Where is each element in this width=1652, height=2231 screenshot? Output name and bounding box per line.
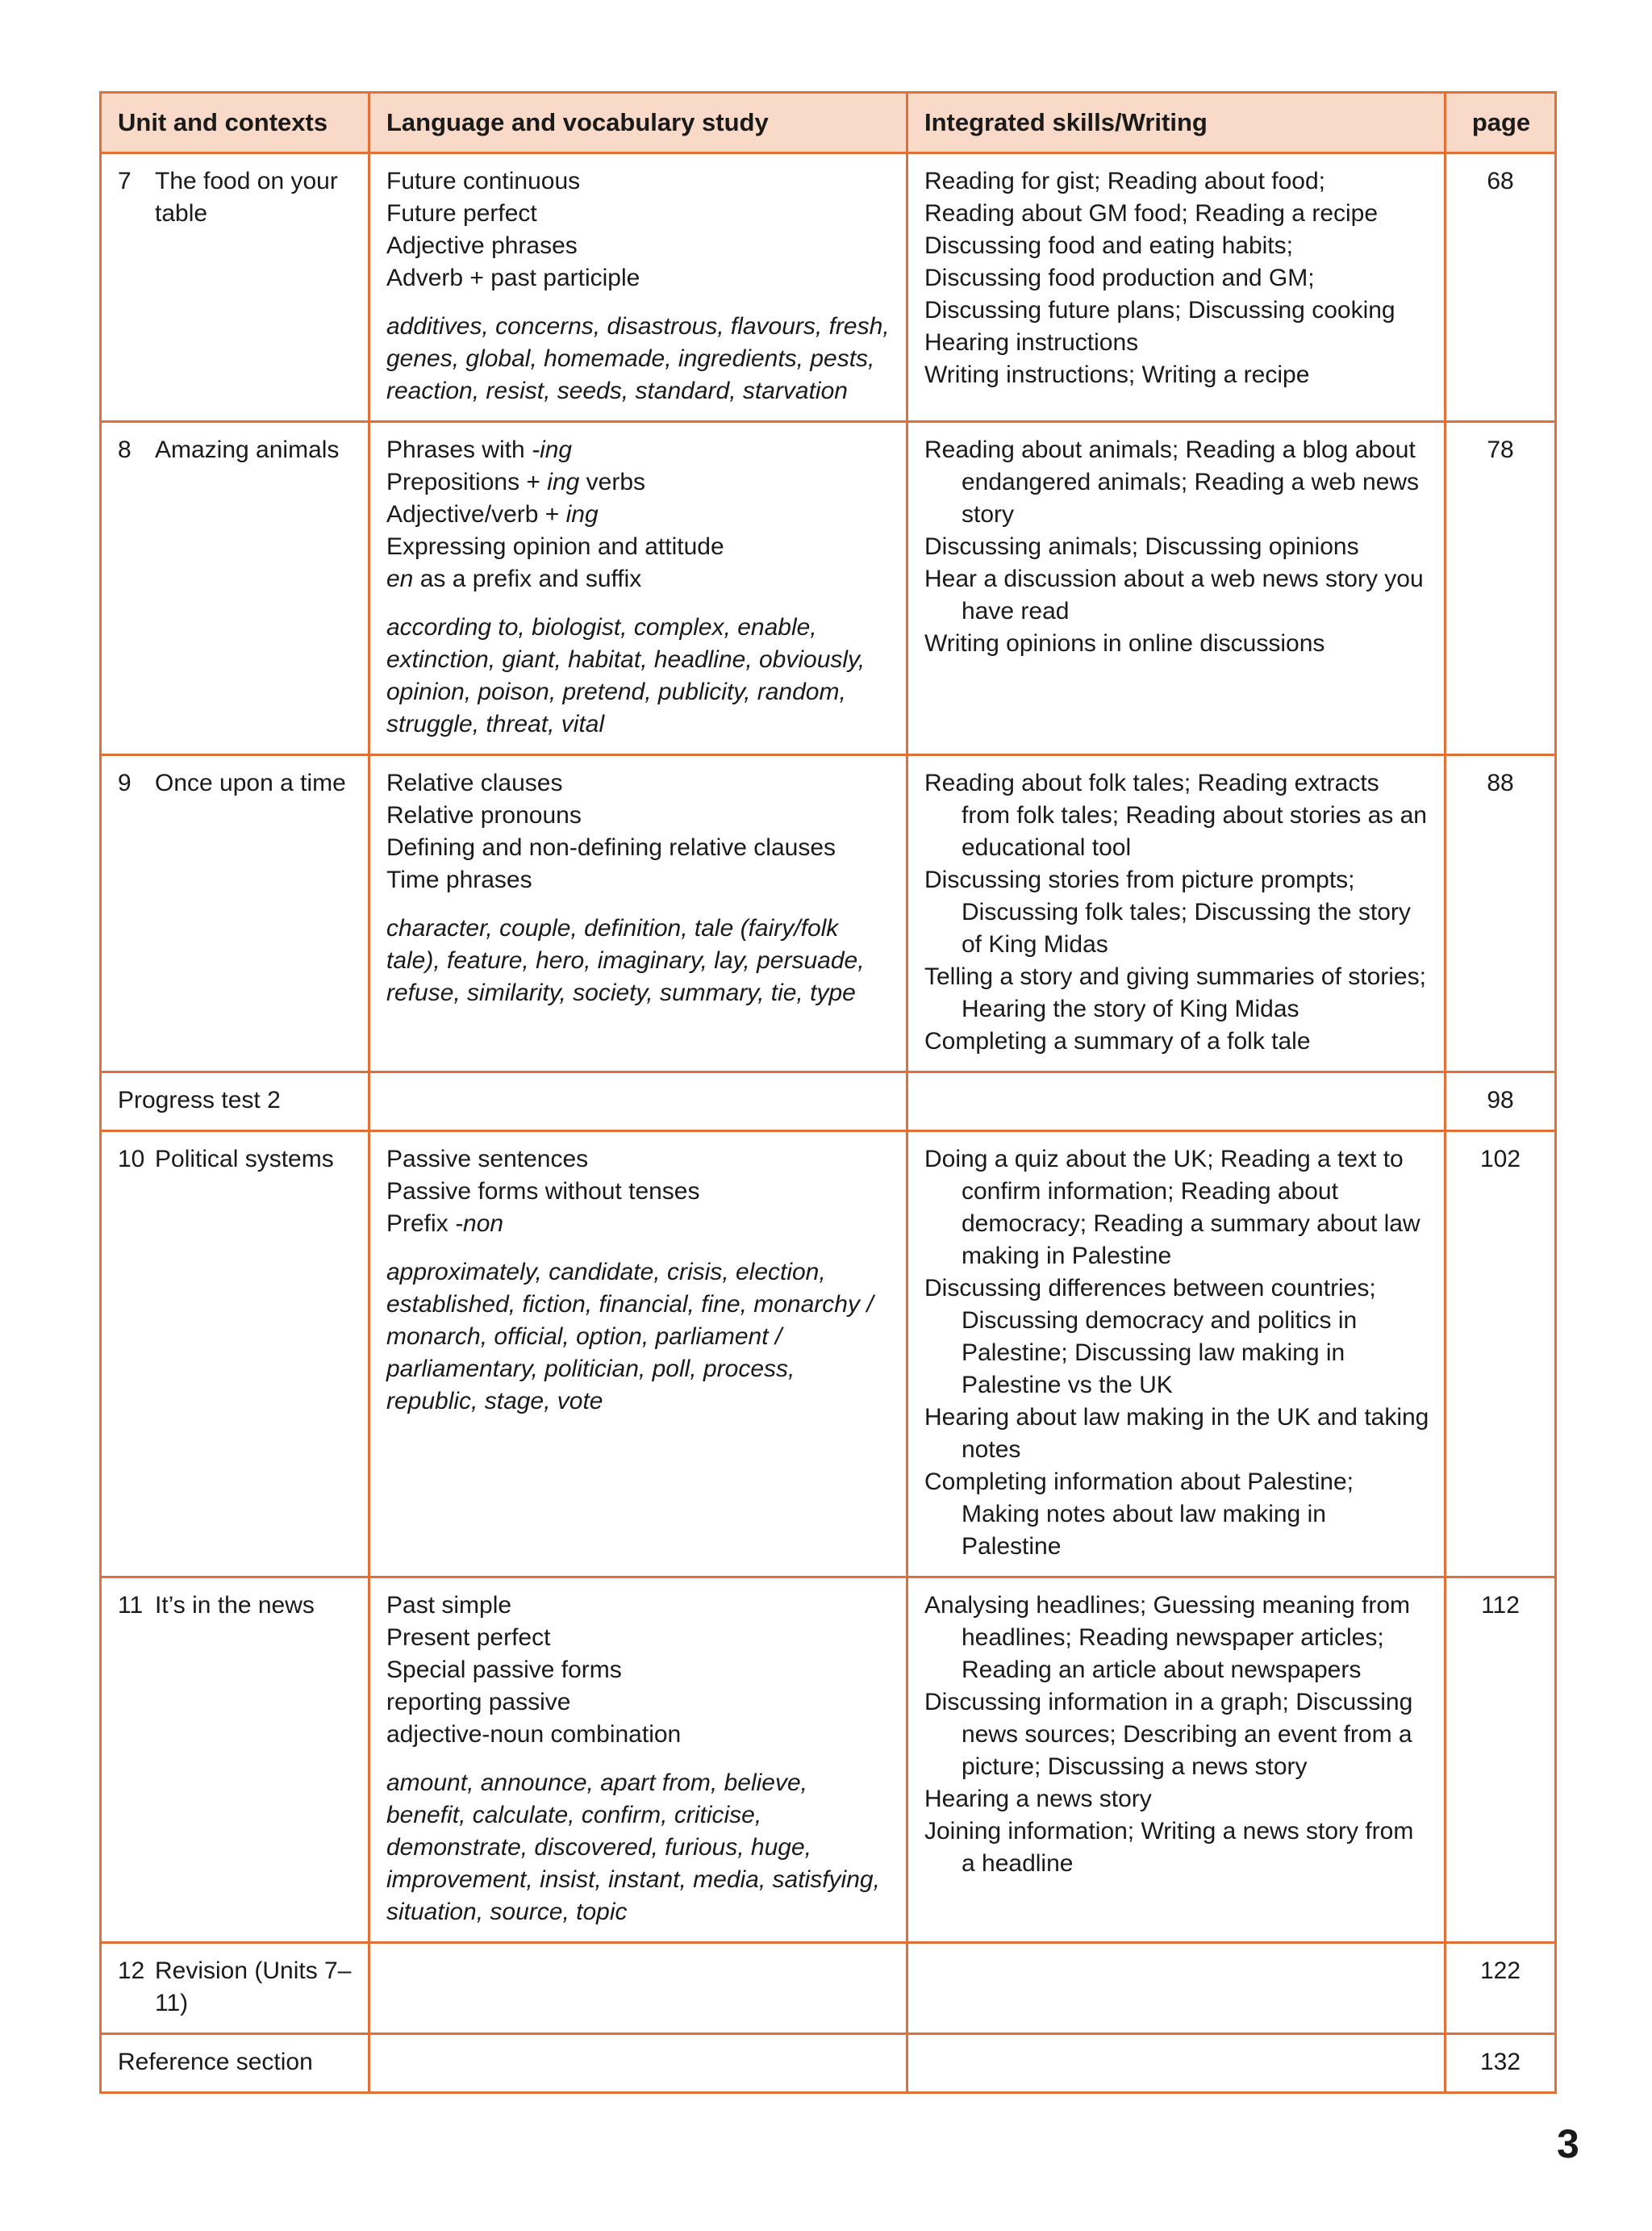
header-page: page bbox=[1446, 93, 1556, 153]
table-header bbox=[101, 93, 1556, 153]
unit-title: Political systems bbox=[155, 1146, 334, 1172]
language-cell bbox=[369, 1943, 907, 2034]
skill-item: Discussing food and eating habits; bbox=[924, 232, 1293, 259]
skill-item: Hearing a news story bbox=[924, 1786, 1152, 1812]
language-item bbox=[386, 1176, 891, 1208]
skill-item: Reading about GM food; Reading a recipe bbox=[924, 200, 1379, 227]
language-italic: ing bbox=[547, 469, 580, 495]
language-cell bbox=[369, 1072, 907, 1131]
language-item bbox=[386, 434, 891, 466]
skill-item: Discussing food production and GM; bbox=[924, 265, 1315, 291]
unit-title: The food on your table bbox=[155, 168, 338, 227]
table-row bbox=[101, 1577, 1556, 1943]
skill-item: Telling a story and giving summaries of stories; Hearing the story of King Midas bbox=[924, 963, 1426, 1022]
unit-heading bbox=[118, 1590, 353, 1622]
language-item: Future continuous bbox=[386, 168, 581, 194]
unit-title: Amazing animals bbox=[155, 437, 340, 463]
language-text: Adjective/verb + bbox=[386, 501, 566, 528]
skill-item: Discussing information in a graph; Discussing news sources; Describing an event from a picture; Discussing a news story bbox=[924, 1689, 1413, 1780]
table-row bbox=[101, 2034, 1556, 2093]
unit-cell bbox=[101, 1131, 369, 1577]
skill-item: Hearing instructions bbox=[924, 329, 1139, 356]
language-item: Time phrases bbox=[386, 867, 532, 893]
table-row bbox=[101, 153, 1556, 422]
header-language: Language and vocabulary study bbox=[369, 93, 907, 153]
section-label: Reference section bbox=[118, 2049, 313, 2075]
language-cell bbox=[369, 755, 907, 1072]
skill-item: Writing opinions in online discussions bbox=[924, 630, 1325, 657]
language-text: Expressing opinion and attitude bbox=[386, 533, 724, 560]
language-italic: -non bbox=[455, 1210, 504, 1237]
skills-cell bbox=[907, 1943, 1446, 2034]
language-item bbox=[386, 1143, 891, 1176]
language-item: Future perfect bbox=[386, 200, 537, 227]
skills-cell bbox=[907, 1072, 1446, 1131]
language-item: Adjective phrases bbox=[386, 232, 578, 259]
skill-item: Completing a summary of a folk tale bbox=[924, 1028, 1311, 1055]
unit-number: 10 bbox=[118, 1146, 145, 1172]
skill-item: Analysing headlines; Guessing meaning from headlines; Reading newspaper articles; Reading an article about newspapers bbox=[924, 1592, 1411, 1683]
header-row bbox=[101, 93, 1556, 153]
unit-cell bbox=[101, 153, 369, 422]
skills-cell bbox=[907, 153, 1446, 422]
language-italic: en bbox=[386, 566, 414, 592]
skill-item: Reading about animals; Reading a blog about endangered animals; Reading a web news story bbox=[924, 437, 1420, 528]
skills-cell bbox=[907, 1577, 1446, 1943]
language-cell bbox=[369, 422, 907, 755]
language-text: Passive sentences bbox=[386, 1146, 589, 1172]
vocabulary-list: character, couple, definition, tale (fairy/folk tale), feature, hero, imaginary, lay, persuade, refuse, similarity, society, summary, tie, type bbox=[386, 915, 865, 1006]
header-unit: Unit and contexts bbox=[101, 93, 369, 153]
language-item: Adverb + past participle bbox=[386, 265, 640, 291]
section-label: Progress test 2 bbox=[118, 1087, 281, 1113]
skill-item: Discussing animals; Discussing opinions bbox=[924, 533, 1359, 560]
table-row bbox=[101, 1131, 1556, 1577]
language-item: Relative clauses bbox=[386, 770, 563, 796]
unit-heading bbox=[118, 767, 353, 800]
language-text: verbs bbox=[579, 469, 646, 495]
skill-item: Hear a discussion about a web news story you have read bbox=[924, 566, 1424, 625]
language-text: Passive forms without tenses bbox=[386, 1178, 700, 1205]
language-item: Relative pronouns bbox=[386, 802, 582, 829]
language-item: Past simple bbox=[386, 1592, 512, 1619]
page-cell: 98 bbox=[1446, 1072, 1556, 1131]
skills-cell bbox=[907, 2034, 1446, 2093]
language-item bbox=[386, 531, 891, 563]
unit-cell bbox=[101, 1943, 369, 2034]
contents-table bbox=[99, 91, 1557, 2094]
language-text: Prefix bbox=[386, 1210, 456, 1237]
unit-cell bbox=[101, 422, 369, 755]
skills-cell bbox=[907, 422, 1446, 755]
page-cell: 88 bbox=[1446, 755, 1556, 1072]
language-text: Prepositions + bbox=[386, 469, 548, 495]
language-cell bbox=[369, 2034, 907, 2093]
skill-item: Discussing differences between countries; Discussing democracy and politics in Palestine; Discussing law making in Palestine vs the UK bbox=[924, 1275, 1376, 1398]
language-cell bbox=[369, 1577, 907, 1943]
page-number: 3 bbox=[1557, 2121, 1579, 2166]
skill-item: Doing a quiz about the UK; Reading a text to confirm information; Reading about democracy; Reading a summary about law making in Palestine bbox=[924, 1146, 1420, 1269]
table-row bbox=[101, 1943, 1556, 2034]
skill-item: Reading for gist; Reading about food; bbox=[924, 168, 1326, 194]
skill-item: Reading about folk tales; Reading extracts from folk tales; Reading about stories as an educational tool bbox=[924, 770, 1427, 861]
table-body bbox=[101, 153, 1556, 2093]
vocabulary-list: according to, biologist, complex, enable, extinction, giant, habitat, headline, obviously, opinion, poison, pretend, publicity, random, struggle, threat, vital bbox=[386, 614, 866, 737]
page-cell: 112 bbox=[1446, 1577, 1556, 1943]
language-item: Special passive forms bbox=[386, 1657, 622, 1683]
page-cell: 122 bbox=[1446, 1943, 1556, 2034]
unit-cell bbox=[101, 2034, 369, 2093]
unit-cell bbox=[101, 755, 369, 1072]
language-cell bbox=[369, 153, 907, 422]
skill-item: Discussing stories from picture prompts; Discussing folk tales; Discussing the story of King Midas bbox=[924, 867, 1411, 958]
vocabulary-list: additives, concerns, disastrous, flavours, fresh, genes, global, homemade, ingredients, pests, reaction, resist, seeds, standard, starvation bbox=[386, 313, 890, 404]
unit-number: 12 bbox=[118, 1957, 145, 1984]
skills-cell bbox=[907, 755, 1446, 1072]
table-row bbox=[101, 755, 1556, 1072]
language-text: as a prefix and suffix bbox=[413, 566, 642, 592]
skill-item: Completing information about Palestine; Making notes about law making in Palestine bbox=[924, 1469, 1354, 1560]
unit-heading bbox=[118, 1143, 353, 1176]
language-italic: ing bbox=[565, 501, 599, 528]
unit-number: 7 bbox=[118, 168, 131, 194]
skill-item: Discussing future plans; Discussing cooking bbox=[924, 297, 1395, 324]
unit-number: 11 bbox=[118, 1592, 144, 1619]
page-cell: 68 bbox=[1446, 153, 1556, 422]
language-text: Phrases with bbox=[386, 437, 532, 463]
language-item: Defining and non-defining relative clauses bbox=[386, 834, 836, 861]
unit-number: 8 bbox=[118, 437, 131, 463]
unit-heading bbox=[118, 165, 353, 230]
skills-cell bbox=[907, 1131, 1446, 1577]
language-italic: -ing bbox=[532, 437, 573, 463]
language-item bbox=[386, 499, 891, 531]
unit-heading bbox=[118, 1955, 353, 2020]
unit-cell bbox=[101, 1577, 369, 1943]
unit-number: 9 bbox=[118, 770, 131, 796]
unit-title: It’s in the news bbox=[155, 1592, 315, 1619]
unit-title: Once upon a time bbox=[155, 770, 346, 796]
language-item bbox=[386, 466, 891, 499]
language-item: Present perfect bbox=[386, 1624, 551, 1651]
vocabulary-list: amount, announce, apart from, believe, benefit, calculate, confirm, criticise, demonstrate, discovered, furious, huge, improvement, insist, instant, media, satisfying, situation, source, topic bbox=[386, 1769, 880, 1925]
page-cell: 132 bbox=[1446, 2034, 1556, 2093]
page-cell: 78 bbox=[1446, 422, 1556, 755]
language-item: adjective-noun combination bbox=[386, 1721, 682, 1748]
language-item bbox=[386, 563, 891, 595]
page-cell: 102 bbox=[1446, 1131, 1556, 1577]
unit-cell bbox=[101, 1072, 369, 1131]
skill-item: Joining information; Writing a news story from a headline bbox=[924, 1818, 1414, 1877]
header-skills: Integrated skills/Writing bbox=[907, 93, 1446, 153]
vocabulary-list: approximately, candidate, crisis, election, established, fiction, financial, fine, monarchy / monarch, official, option, parliament / parliamentary, politician, poll, process, republic, stage, vote bbox=[386, 1259, 874, 1414]
table-row bbox=[101, 1072, 1556, 1131]
table-row bbox=[101, 422, 1556, 755]
unit-heading bbox=[118, 434, 353, 466]
language-item bbox=[386, 1208, 891, 1240]
skill-item: Hearing about law making in the UK and taking notes bbox=[924, 1404, 1429, 1463]
language-cell bbox=[369, 1131, 907, 1577]
language-item: reporting passive bbox=[386, 1689, 571, 1715]
skill-item: Writing instructions; Writing a recipe bbox=[924, 361, 1310, 388]
unit-title: Revision (Units 7–11) bbox=[155, 1957, 352, 2016]
